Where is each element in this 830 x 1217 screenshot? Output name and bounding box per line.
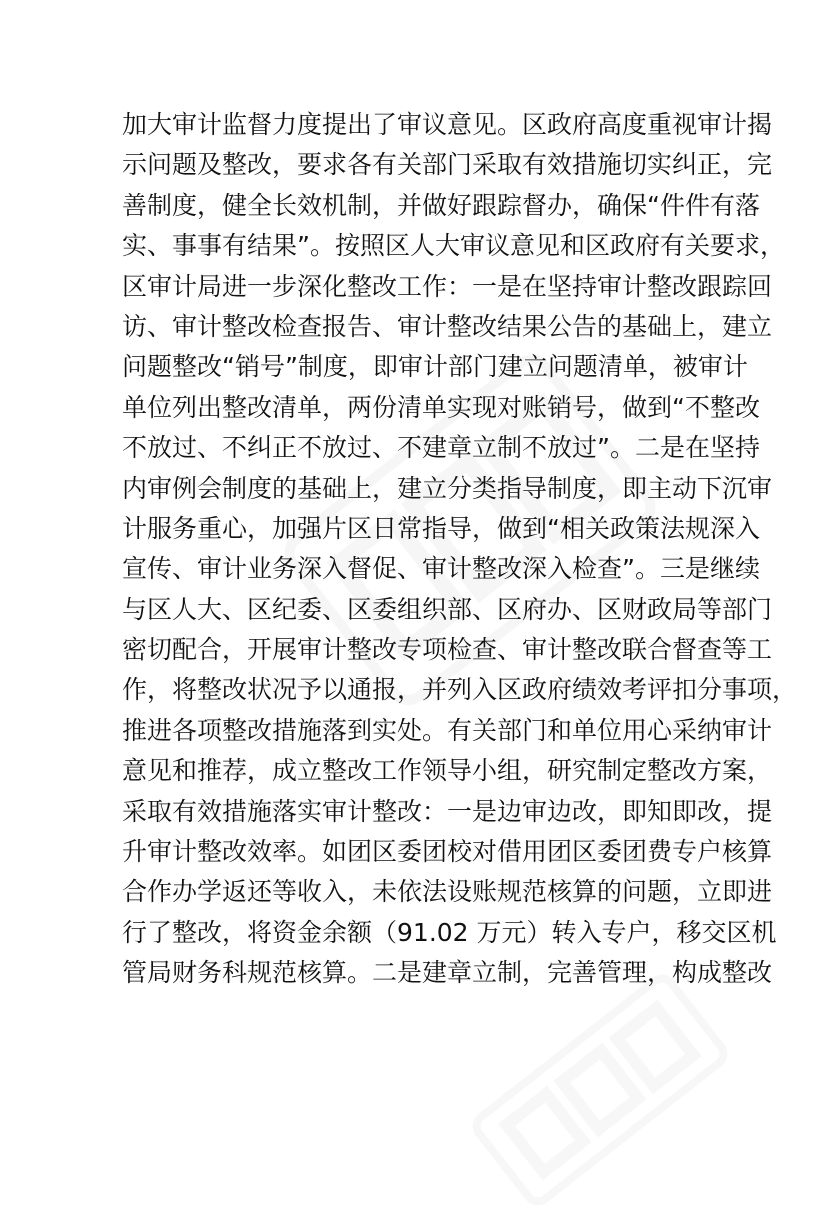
watermark-lower-icon bbox=[461, 963, 740, 1217]
text-line: 管局财务科规范核算。二是建章立制，完善管理，构成整改 bbox=[122, 958, 773, 988]
text-line: 实、事事有结果”。按照区人大审议意见和区政府有关要求， bbox=[122, 231, 785, 261]
text-line: 计服务重心，加强片区日常指导，做到“相关政策法规深入 bbox=[122, 513, 760, 543]
text-line: 密切配合，开展审计整改专项检查、审计整改联合督查等工 bbox=[122, 635, 773, 665]
text-line: 采取有效措施落实审计整改：一是边审边改，即知即改，提 bbox=[122, 796, 773, 826]
text-line: 问题整改“销号”制度，即审计部门建立问题清单，被审计 bbox=[122, 352, 748, 382]
text-line: 宣传、审计业务深入督促、审计整改深入检查”。三是继续 bbox=[122, 554, 760, 584]
text-line: 访、审计整改检查报告、审计整改结果公告的基础上，建立 bbox=[122, 311, 773, 341]
text-line: 加大审计监督力度提出了审议意见。区政府高度重视审计揭 bbox=[122, 110, 773, 139]
body-paragraph bbox=[122, 105, 798, 994]
text-line: 示问题及整改，要求各有关部门采取有效措施切实纠正，完 bbox=[122, 150, 773, 180]
text-line: 与区人大、区纪委、区委组织部、区府办、区财政局等部门 bbox=[122, 594, 773, 624]
text-line: 区审计局进一步深化整改工作：一是在坚持审计整改跟踪回 bbox=[122, 271, 773, 301]
text-line: 推进各项整改措施落到实处。有关部门和单位用心采纳审计 bbox=[122, 715, 773, 745]
text-line: 不放过、不纠正不放过、不建章立制不放过”。二是在坚持 bbox=[122, 433, 760, 463]
text-line: 升审计整改效率。如团区委团校对借用团区委团费专户核算 bbox=[122, 837, 773, 867]
text-line: 善制度，健全长效机制，并做好跟踪督办，确保“件件有落 bbox=[122, 190, 760, 220]
text-line: 作，将整改状况予以通报，并列入区政府绩效考评扣分事项， bbox=[122, 675, 798, 705]
text-line: 合作办学返还等收入，未依法设账规范核算的问题，立即进 bbox=[122, 877, 773, 907]
text-line: 内审例会制度的基础上，建立分类指导制度，即主动下沉审 bbox=[122, 473, 773, 503]
text-line: 行了整改，将资金余额（91.02 万元）转入专户，移交区机 bbox=[122, 917, 777, 947]
text-line: 意见和推荐，成立整改工作领导小组，研究制定整改方案， bbox=[122, 756, 773, 786]
text-line: 单位列出整改清单，两份清单实现对账销号，做到“不整改 bbox=[122, 392, 760, 422]
